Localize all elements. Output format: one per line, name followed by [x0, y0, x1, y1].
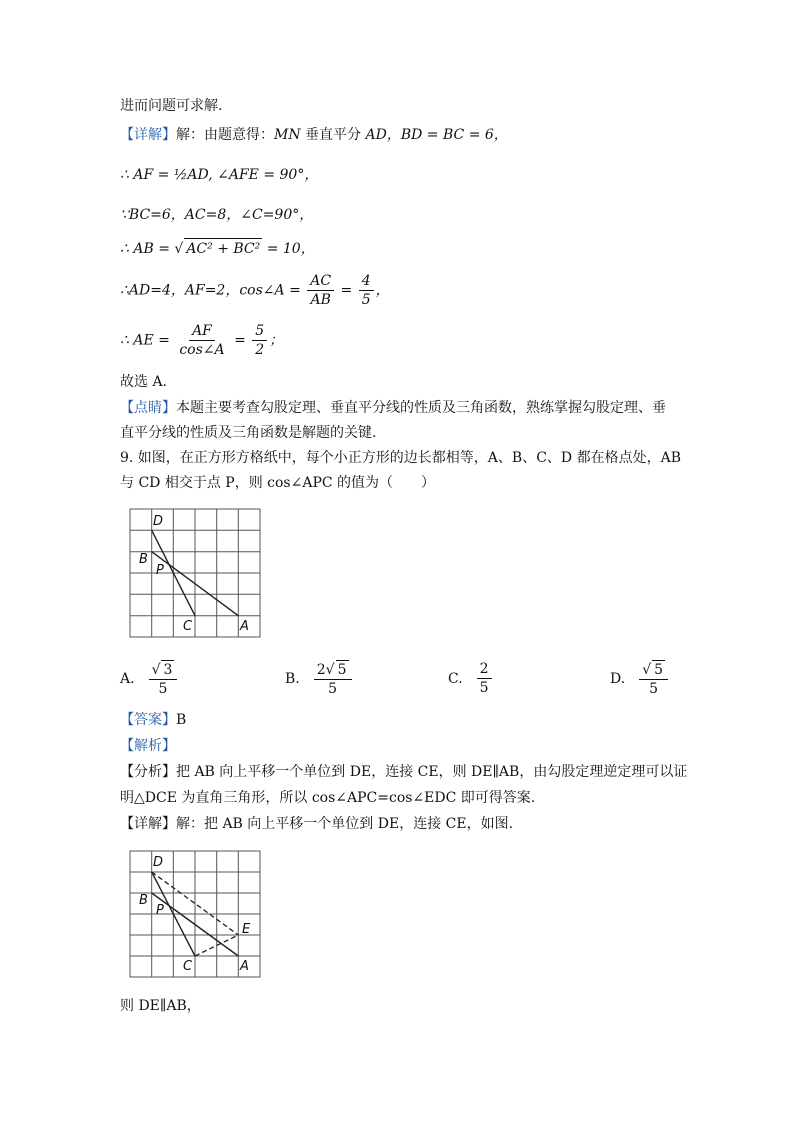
- detail-line-1: [120, 125, 508, 145]
- step-2: ∵BC=6，AC=8，∠C=90°，: [120, 207, 314, 223]
- label-a-2: A: [240, 959, 249, 974]
- intro-text: 进而问题可求解.: [120, 98, 223, 114]
- step-4-lhs: ∴AD=4，AF=2，cos∠A =: [120, 282, 306, 299]
- step-1: ∴ AF = ½AD, ∠AFE = 90°，: [120, 167, 319, 183]
- option-c[interactable]: [448, 660, 494, 697]
- mn-symbol: MN: [274, 127, 301, 143]
- option-d-fraction: $\frac{√ 5}{5}$: [639, 660, 668, 698]
- comment-line-1: [120, 398, 666, 418]
- step-5: ∴ AE = $\frac{AF}{\cos\angle A}$ = $\frac{5}{2}$ ；: [120, 323, 284, 358]
- answer-line: [120, 710, 186, 730]
- answer-value: B: [176, 712, 187, 728]
- detail-lead: 解：由题意得：: [176, 127, 274, 143]
- step-3: ∴ AB = √ AC² + BC² = 10，: [120, 238, 315, 259]
- label-d: D: [153, 514, 164, 529]
- step-4: ∴AD=4，AF=2，cos∠A = $\frac{AC}{AB}$ = $\frac{4}{5}$ ，: [120, 273, 390, 308]
- ae-value-fraction: $\frac{5}{2}$: [252, 322, 267, 359]
- choose-text: 故选 A.: [120, 374, 168, 390]
- option-a-letter: A.: [120, 671, 135, 687]
- ae-fraction: $\frac{AF}{\cos\angle A}$: [179, 323, 225, 358]
- step-5-lhs: ∴ AE =: [120, 332, 175, 349]
- option-c-letter: C.: [448, 670, 463, 687]
- label-d-2: D: [153, 855, 164, 870]
- final-line: 则 DE∥AB，: [120, 998, 201, 1014]
- option-b-fraction: $\frac{2√ 5}{5}$: [314, 660, 352, 698]
- label-b: B: [139, 552, 148, 567]
- label-p: P: [156, 563, 164, 578]
- option-d-letter: D.: [610, 671, 626, 687]
- detail-2: 【详解】解：把 AB 向上平移一个单位到 DE，连接 CE，如图.: [120, 816, 514, 832]
- question-9-line-1: 9. 如图，在正方形方格纸中，每个小正方形的边长都相等，A、B、C、D 都在格点处，AB: [120, 450, 681, 466]
- step-3-rhs: = 10，: [262, 241, 315, 257]
- comment-text-1: 本题主要考查勾股定理、垂直平分线的性质及三角函数，熟练掌握勾股定理、垂: [176, 400, 666, 416]
- analysis-tag: 【解析】: [120, 738, 176, 754]
- option-c-fraction: $\frac{2}{5}$: [477, 660, 492, 697]
- step-3-lhs: ∴ AB =: [120, 241, 175, 257]
- cos-fraction: $\frac{AC}{AB}$: [307, 272, 334, 309]
- option-a[interactable]: [120, 660, 179, 698]
- option-d[interactable]: [610, 660, 670, 698]
- detail-mid: 垂直平分: [300, 127, 366, 143]
- question-9-line-2: 与 CD 相交于点 P，则 cos∠APC 的值为（ ）: [120, 475, 436, 491]
- label-c-2: C: [183, 959, 193, 974]
- ad-symbol: AD: [365, 127, 387, 143]
- label-a: A: [240, 619, 249, 634]
- label-c: C: [183, 619, 193, 634]
- option-b-letter: B.: [285, 671, 300, 687]
- comment-line-2: 直平分线的性质及三角函数是解题的关键.: [120, 425, 377, 441]
- analysis-line-2: 明△DCE 为直角三角形，所以 cos∠APC=cos∠EDC 即可得答案.: [120, 790, 536, 806]
- question-grid-figure: [128, 508, 263, 640]
- bd-bc-equation: ，BD = BC = 6，: [386, 127, 508, 143]
- cos-value-fraction: $\frac{4}{5}$: [359, 272, 374, 309]
- option-a-fraction: $\frac{√ 3}{5}$: [149, 660, 178, 698]
- detail-tag: 【详解】: [120, 127, 176, 143]
- comment-tag: 【点睛】: [120, 400, 176, 416]
- solution-grid-figure: [128, 850, 263, 980]
- label-b-2: B: [139, 893, 148, 908]
- option-b[interactable]: [285, 660, 354, 698]
- step-3-radicand: AC² + BC²: [184, 238, 262, 259]
- label-e: E: [242, 922, 251, 937]
- label-p-2: P: [156, 903, 164, 918]
- answer-tag: 【答案】: [120, 712, 176, 728]
- analysis-line-1: 【分析】把 AB 向上平移一个单位到 DE，连接 CE，则 DE∥AB，由勾股定理逆定理可以证: [120, 764, 688, 780]
